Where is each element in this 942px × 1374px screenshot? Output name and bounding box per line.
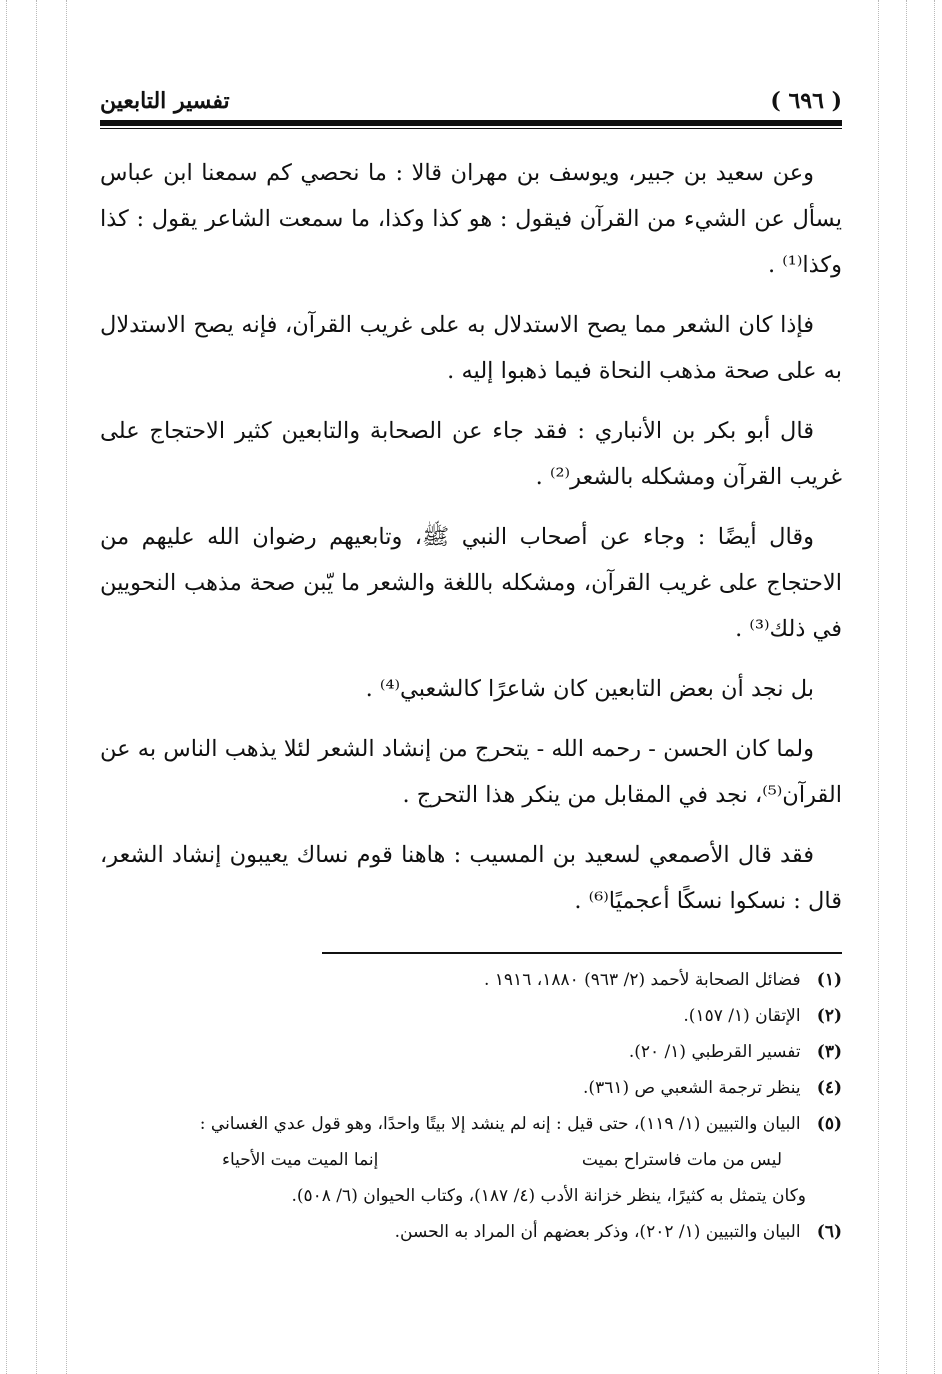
header-rule-thick: [100, 120, 842, 126]
verse-second-hemistich: إنما الميت ميت الأحياء: [222, 1150, 379, 1170]
footnote: [100, 1106, 842, 1142]
verse-first-hemistich: ليس من مات فاستراح بميت: [581, 1150, 782, 1170]
footnote-number: (٣): [816, 1042, 842, 1062]
footnotes-separator: [322, 952, 842, 954]
footnotes: [100, 962, 842, 1250]
footnote-number: (٤): [816, 1078, 842, 1098]
margin-dots-left-3: [66, 0, 67, 1374]
paragraph: وقال أيضًا : وجاء عن أصحاب النبي ﷺ، وتابعيهم رضوان الله عليهم من الاحتجاج على غريب القرآن، ومشكله باللغة والشعر ما يّبن صحة مذهب النحويين في ذلك⁽³⁾ .: [100, 524, 842, 642]
footnote-number: (٢): [816, 1006, 842, 1026]
page-number: ( ٦٩٦ ): [770, 88, 842, 114]
footnote-continuation: وكان يتمثل به كثيرًا، ينظر خزانة الأدب (٤/ ١٨٧)، وكتاب الحيوان (٦/ ٥٠٨).: [291, 1186, 806, 1206]
paragraph: بل نجد أن بعض التابعين كان شاعرًا كالشعبي⁽⁴⁾ .: [365, 676, 814, 702]
footnote: [100, 998, 842, 1034]
footnote: [100, 1034, 842, 1070]
paragraph: قال أبو بكر بن الأنباري : فقد جاء عن الصحابة والتابعين كثير الاحتجاج على غريب القرآن ومشكله بالشعر⁽²⁾ .: [100, 418, 842, 490]
running-title: تفسير التابعين: [100, 88, 230, 114]
margin-dots-right-1: [878, 0, 879, 1374]
poetry-verse: [222, 1142, 842, 1178]
margin-dots-right-3: [934, 0, 935, 1374]
paragraph: فقد قال الأصمعي لسعيد بن المسيب : هاهنا قوم نساك يعيبون إنشاد الشعر، قال : نسكوا نسكًا أعجميًا⁽⁶⁾ .: [100, 842, 842, 914]
paragraph: فإذا كان الشعر مما يصح الاستدلال به على غريب القرآن، فإنه يصح الاستدلال به على صحة مذهب النحاة فيما ذهبوا إليه .: [100, 312, 842, 384]
footnote-number: (٦): [816, 1222, 842, 1242]
footnote-number: (٥): [816, 1114, 842, 1134]
footnote-text: الإتقان (١/ ١٥٧).: [683, 1006, 801, 1026]
paragraph: وعن سعيد بن جبير، ويوسف بن مهران قالا : ما نحصي كم سمعنا ابن عباس يسأل عن الشيء من القرآن فيقول : هو كذا وكذا، ما سمعت الشاعر يقول : كذا وكذا⁽¹⁾ .: [100, 160, 842, 278]
footnote: [100, 1214, 842, 1250]
main-text: [100, 150, 842, 938]
margin-dots-right-2: [906, 0, 907, 1374]
footnote: [100, 962, 842, 998]
margin-dots-left-2: [36, 0, 37, 1374]
footnote-text: البيان والتبيين (١/ ١١٩)، حتى قيل : إنه لم ينشد إلا بيتًا واحدًا، وهو قول عدي الغساني :: [199, 1114, 801, 1134]
footnote-text: ينظر ترجمة الشعبي ص (٣٦١).: [583, 1078, 801, 1098]
footnote: [100, 1070, 842, 1106]
footnote-number: (١): [816, 970, 842, 990]
page-header: [100, 86, 842, 116]
footnote-text: فضائل الصحابة لأحمد (٢/ ٩٦٣) ١٨٨٠، ١٩١٦ .: [483, 970, 801, 990]
footnote-text: البيان والتبيين (١/ ٢٠٢)، وذكر بعضهم أن المراد به الحسن.: [394, 1222, 801, 1242]
footnote-text: تفسير القرطبي (١/ ٢٠).: [628, 1042, 801, 1062]
margin-dots-left-1: [6, 0, 7, 1374]
paragraph: ولما كان الحسن - رحمه الله - يتحرج من إنشاد الشعر لئلا يذهب الناس به عن القرآن⁽⁵⁾، نجد في المقابل من ينكر هذا التحرج .: [100, 736, 842, 808]
header-rule-thin: [100, 128, 842, 129]
